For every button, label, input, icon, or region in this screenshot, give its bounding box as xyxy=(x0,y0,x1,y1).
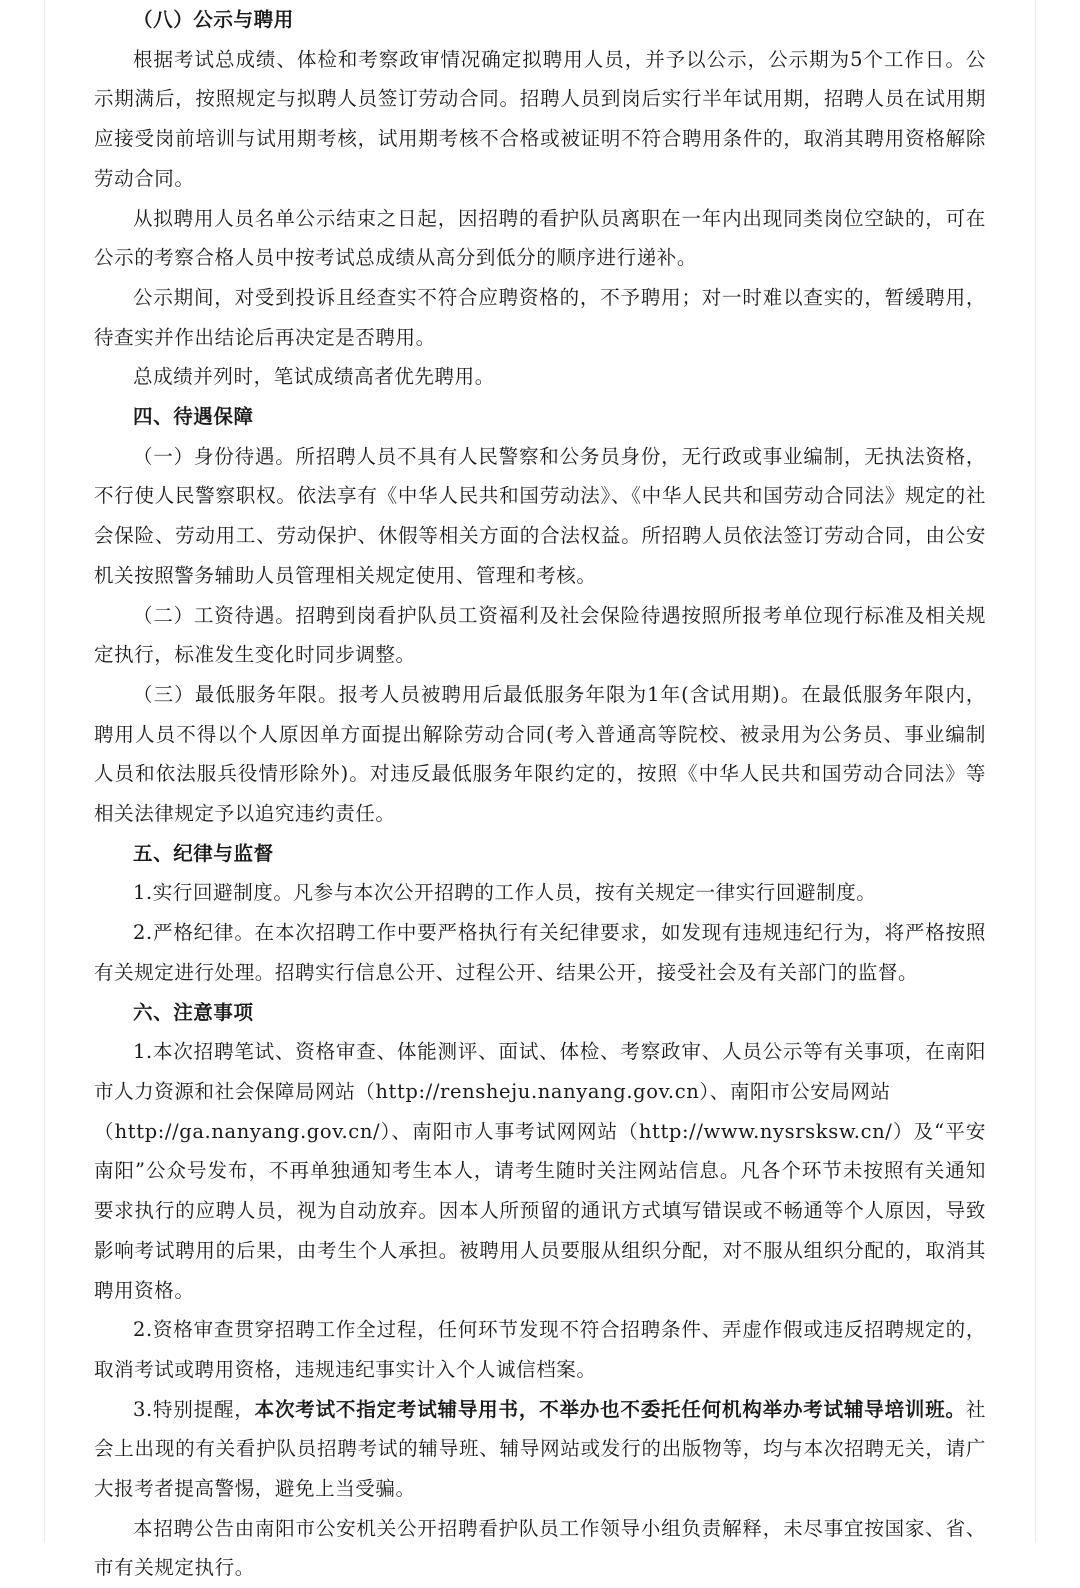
paragraph-notice-websites-cont: （http://ga.nanyang.gov.cn/）、南阳市人事考试网网站（http://www.nysrsksw.cn/）及“平安南阳”公众号发布，不再单独通知考生本人，请考生随时关注网站信息。凡各个环节未按照有关通知要求执行的应聘人员，视为自动放弃。因本人所预留的通讯方式填写错误或不畅通等个人原因，导致影响考试聘用的后果，由考生个人承担。被聘用人员要服从组织分配，对不服从组织分配的，取消其聘用资格。 xyxy=(94,1119,986,1302)
reminder-lead: 3.特别提醒， xyxy=(133,1397,255,1421)
section-heading-6: 六、注意事项 xyxy=(133,1000,254,1024)
section-heading-8: （八）公示与聘用 xyxy=(133,8,294,31)
paragraph-publicity: 根据考试总成绩、体检和考察政审情况确定拟聘用人员，并予以公示，公示期为5个工作日。公示期满后，按照规定与拟聘人员签订劳动合同。招聘人员到岗后实行半年试用期，招聘人员在试用期应接受岗前培训与试用期考核，试用期考核不合格或被证明不符合聘用条件的，取消其聘用资格解除劳动合同。 xyxy=(94,47,986,190)
document-body xyxy=(94,0,986,1588)
paragraph-vacancy-fill: 从拟聘用人员名单公示结束之日起，因招聘的看护队员离职在一年内出现同类岗位空缺的，可在公示的考察合格人员中按考试总成绩从高分到低分的顺序进行递补。 xyxy=(94,206,986,270)
reminder-tail: 社会上出现的有关看护队员招聘考试的辅导班、辅导网站或发行的出版物等，均与本次招聘无关，请广大报考者提高警惕，避免上当受骗。 xyxy=(94,1397,986,1501)
paragraph-tie-break: 总成绩并列时，笔试成绩高者优先聘用。 xyxy=(133,365,495,389)
paragraph-interpretation: 本招聘公告由南阳市公安机关公开招聘看护队员工作领导小组负责解释，未尽事宜按国家、省、市有关规定执行。 xyxy=(94,1516,986,1580)
paragraph-qualification-review: 2.资格审查贯穿招聘工作全过程，任何环节发现不符合招聘条件、弄虚作假或违反招聘规定的，取消考试或聘用资格，违规违纪事实计入个人诚信档案。 xyxy=(94,1318,986,1381)
paragraph-identity: （一）身份待遇。所招聘人员不具有人民警察和公务员身份，无行政或事业编制，无执法资格，不行使人民警察职权。依法享有《中华人民共和国劳动法》、《中华人民共和国劳动合同法》规定的社会保险、劳动用工、劳动保护、休假等相关方面的合法权益。所招聘人员依法签订劳动合同，由公安机关按照警务辅助人员管理相关规定使用、管理和考核。 xyxy=(94,444,986,587)
page-edge-left xyxy=(44,0,45,1543)
paragraph-special-reminder xyxy=(94,1390,986,1509)
paragraph-notice-websites: 1.本次招聘笔试、资格审查、体能测评、面试、体检、考察政审、人员公示等有关事项，在南阳市人力资源和社会保障局网站（http://rensheju.nanyang.gov.cn）、南阳市公安局网站 xyxy=(94,1040,986,1103)
section-heading-4: 四、待遇保障 xyxy=(133,405,254,429)
paragraph-discipline: 2.严格纪律。在本次招聘工作中要严格执行有关纪律要求，如发现有违规违纪行为，将严格按照有关规定进行处理。招聘实行信息公开、过程公开、结果公开，接受社会及有关部门的监督。 xyxy=(94,921,986,984)
reminder-bold: 本次考试不指定考试辅导用书，不举办也不委托任何机构举办考试辅导培训班。 xyxy=(254,1397,966,1421)
paragraph-min-service: （三）最低服务年限。报考人员被聘用后最低服务年限为1年(含试用期)。在最低服务年限内，聘用人员不得以个人原因单方面提出解除劳动合同(考入普通高等院校、被录用为公务员、事业编制人员和依法服兵役情形除外)。对违反最低服务年限约定的，按照《中华人民共和国劳动合同法》等相关法律规定予以追究违约责任。 xyxy=(94,682,986,826)
section-heading-5: 五、纪律与监督 xyxy=(133,841,274,865)
paragraph-complaints: 公示期间，对受到投诉且经查实不符合应聘资格的，不予聘用；对一时难以查实的，暂缓聘用，待查实并作出结论后再决定是否聘用。 xyxy=(94,285,986,349)
page-edge-right xyxy=(1035,0,1036,1543)
paragraph-recusal: 1.实行回避制度。凡参与本次公开招聘的工作人员，按有关规定一律实行回避制度。 xyxy=(133,881,877,905)
paragraph-salary: （二）工资待遇。招聘到岗看护队员工资福利及社会保险待遇按照所报考单位现行标准及相关规定执行，标准发生变化时同步调整。 xyxy=(94,603,986,667)
